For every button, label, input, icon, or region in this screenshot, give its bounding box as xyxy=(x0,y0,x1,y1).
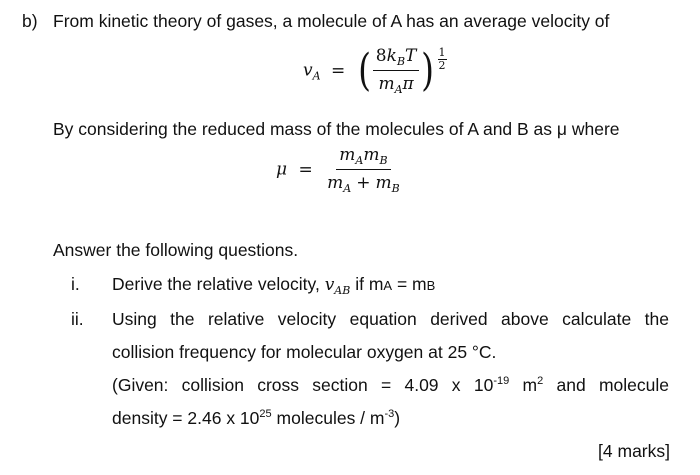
velocity-equation: $v_A$ = ( $\frac{8k_BT}{m_A\pi}$ ) $\frac{1}{2}$ xyxy=(303,45,446,96)
exponent-fraction: $\frac{1}{2}$ xyxy=(438,45,446,72)
part-label: b) xyxy=(22,11,38,31)
right-paren: ) xyxy=(421,45,435,96)
q2-line2: collision frequency for molecular oxygen at 25 °C. xyxy=(112,342,497,362)
q2-line1: Using the relative velocity equation derived above calculate the xyxy=(112,309,669,329)
reduced-mass-text: By considering the reduced mass of the molecules of A and B as μ where xyxy=(53,119,620,139)
q2-line3: (Given: collision cross section = 4.09 x $10^{-19}$ $m^2$ and molecule xyxy=(112,375,669,395)
answer-heading: Answer the following questions. xyxy=(53,240,299,260)
reduced-mass-equation: μ = $\frac{m_Am_B}{m_A + m_B}$ xyxy=(276,145,403,195)
q2-marker: ii. xyxy=(71,309,84,329)
q1-text: Derive the relative velocity, $v_{AB}$ if mA = mB xyxy=(112,274,436,297)
marks-label: [4 marks] xyxy=(598,441,670,461)
q1-marker: i. xyxy=(71,274,80,294)
left-paren: ( xyxy=(357,45,371,96)
velocity-fraction: $\frac{8k_BT}{m_A\pi}$ xyxy=(373,46,420,96)
intro-text: From kinetic theory of gases, a molecule of A has an average velocity of xyxy=(53,11,610,31)
q2-line4: density = 2.46 x $10^{25}$ molecules / $m^{-3}$) xyxy=(112,408,401,428)
reduced-mass-fraction: $\frac{m_Am_B}{m_A + m_B}$ xyxy=(327,145,400,195)
